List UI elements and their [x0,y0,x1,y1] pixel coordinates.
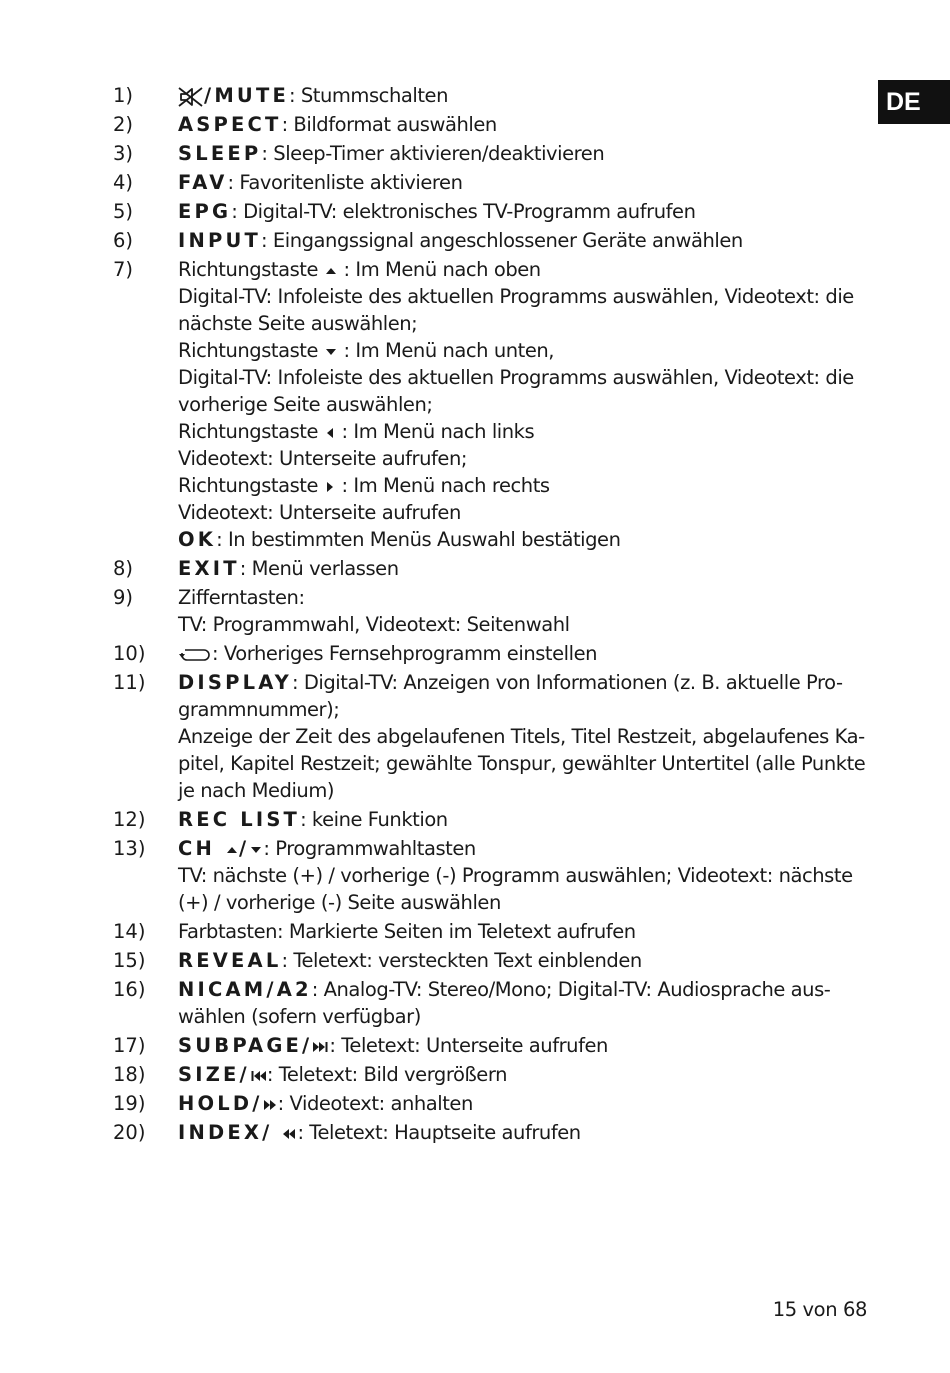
item-number: 3) [113,142,134,165]
list-item [113,198,873,225]
item-description [178,1090,873,1117]
rewind-icon [282,1127,297,1141]
description-text: grammnummer); [178,698,340,721]
item-description [178,169,873,196]
item-description [178,111,873,138]
item-number: 6) [113,229,134,252]
item-number: 19) [113,1092,146,1115]
list-item [113,111,873,138]
description-line [178,889,873,916]
item-number: 11) [113,671,146,694]
key-name: ASPECT [178,113,282,136]
description-line [178,584,873,611]
item-description [178,1032,873,1059]
fast-forward-icon [263,1098,278,1112]
description-text: Videotext: Unterseite aufrufen; [178,447,467,470]
recall-icon [178,647,212,663]
description-text: : Programmwahltasten [263,837,476,860]
triangle-down-icon [249,844,263,856]
key-name: INPUT [178,229,262,252]
description-text: : Digital-TV: elektronisches TV-Programm aufrufen [231,200,696,223]
description-line [178,947,873,974]
key-name: OK [178,528,217,551]
item-description [178,584,873,638]
description-line [178,256,873,283]
list-item [113,669,873,804]
description-line [178,418,873,445]
description-text: TV: nächste (+) / vorherige (-) Programm auswählen; Videotext: nächste [178,864,853,887]
description-text: : Eingangssignal angeschlossener Geräte anwählen [261,229,743,252]
item-description [178,806,873,833]
triangle-left-icon [324,426,336,440]
item-description [178,140,873,167]
item-number: 2) [113,113,134,136]
description-text: Zifferntasten: [178,586,305,609]
description-text: : Digital-TV: Anzeigen von Informationen (z. B. aktuelle Pro- [291,671,843,694]
list-item [113,1061,873,1088]
description-text: vorherige Seite auswählen; [178,393,433,416]
item-number: 10) [113,642,146,665]
item-description [178,198,873,225]
list-item [113,640,873,667]
key-name: FAV [178,171,228,194]
description-text: : Im Menü nach oben [337,258,541,281]
description-text: : In bestimmten Menüs Auswahl bestätigen [216,528,621,551]
key-name: DISPLAY [178,671,292,694]
description-line [178,310,873,337]
description-text: Richtungstaste [178,258,324,281]
item-number: 17) [113,1034,146,1057]
key-name: /MUTE [204,84,289,107]
list-item [113,835,873,916]
item-number: 16) [113,978,146,1001]
item-description [178,640,873,667]
description-text: : Analog-TV: Stereo/Mono; Digital-TV: Audiosprache aus- [311,978,831,1001]
key-name: EXIT [178,557,240,580]
description-line [178,472,873,499]
language-tab: DE [878,80,950,124]
triangle-up-icon [225,844,239,856]
item-number: 12) [113,808,146,831]
page-number: 15 von 68 [772,1298,867,1321]
list-item [113,82,873,109]
key-name: SUBPAGE/ [178,1034,313,1057]
item-description [178,1061,873,1088]
item-number: 9) [113,586,134,609]
description-line [178,391,873,418]
description-text: Richtungstaste [178,339,324,362]
description-text: Richtungstaste [178,474,324,497]
description-line [178,526,873,553]
description-text: nächste Seite auswählen; [178,312,418,335]
item-number: 7) [113,258,134,281]
description-line [178,82,873,109]
description-line [178,1090,873,1117]
item-number: 20) [113,1121,146,1144]
description-line [178,806,873,833]
description-line [178,777,873,804]
description-text: : Bildformat auswählen [281,113,497,136]
key-name: EPG [178,200,232,223]
description-text: : Videotext: anhalten [277,1092,473,1115]
item-description [178,976,873,1030]
item-number: 8) [113,557,134,580]
description-text: Digital-TV: Infoleiste des aktuellen Programms auswählen, Videotext: die [178,366,854,389]
description-line [178,723,873,750]
description-text: : Teletext: versteckten Text einblenden [281,949,642,972]
description-line [178,198,873,225]
skip-next-icon [312,1040,329,1054]
description-line [178,1119,873,1146]
list-item [113,947,873,974]
description-line [178,140,873,167]
remote-control-key-list [113,82,873,1146]
list-item [113,1090,873,1117]
list-item [113,140,873,167]
description-line [178,111,873,138]
description-text: : Sleep-Timer aktivieren/deaktivieren [261,142,605,165]
description-line [178,227,873,254]
description-text: : Vorheriges Fernsehprogramm einstellen [212,642,598,665]
key-name: HOLD/ [178,1092,263,1115]
mute-icon [178,86,204,108]
list-item [113,227,873,254]
description-text: : Teletext: Bild vergrößern [266,1063,507,1086]
skip-previous-icon [250,1069,267,1083]
list-item [113,169,873,196]
key-name: SIZE/ [178,1063,250,1086]
item-number: 18) [113,1063,146,1086]
description-line [178,611,873,638]
description-text: : Teletext: Hauptseite aufrufen [297,1121,581,1144]
list-item [113,1119,873,1146]
key-name: SLEEP [178,142,262,165]
triangle-right-icon [324,480,336,494]
item-number: 13) [113,837,146,860]
item-number: 4) [113,171,134,194]
item-description [178,256,873,553]
item-description [178,555,873,582]
description-line [178,499,873,526]
key-name: REC LIST [178,808,301,831]
key-name: REVEAL [178,949,282,972]
list-item [113,256,873,553]
description-text: TV: Programmwahl, Videotext: Seitenwahl [178,613,570,636]
description-text: : Im Menü nach links [335,420,535,443]
description-text: : Im Menü nach unten, [337,339,555,362]
description-line [178,1061,873,1088]
key-name: NICAM/A2 [178,978,312,1001]
description-line [178,1003,873,1030]
description-line [178,750,873,777]
description-text: pitel, Kapitel Restzeit; gewählte Tonspur, gewählter Untertitel (alle Punkte [178,752,866,775]
triangle-up-icon [324,265,338,277]
list-item [113,1032,873,1059]
description-text: : Teletext: Unterseite aufrufen [329,1034,608,1057]
item-description [178,947,873,974]
list-item [113,976,873,1030]
list-item [113,806,873,833]
description-line [178,640,873,667]
item-description [178,1119,873,1146]
list-item [113,555,873,582]
description-text: Richtungstaste [178,420,324,443]
description-line [178,169,873,196]
item-number: 5) [113,200,134,223]
list-item [113,918,873,945]
item-description [178,918,873,945]
description-text: : Im Menü nach rechts [335,474,550,497]
description-text: je nach Medium) [178,779,335,802]
description-text: Farbtasten: Markierte Seiten im Teletext aufrufen [178,920,636,943]
description-line [178,862,873,889]
description-line [178,918,873,945]
description-text: : Menü verlassen [239,557,399,580]
description-text: : Stummschalten [288,84,448,107]
item-description [178,835,873,916]
description-line [178,696,873,723]
description-line [178,976,873,1003]
item-number: 1) [113,84,134,107]
key-name: CH [178,837,226,860]
item-number: 15) [113,949,146,972]
description-text: wählen (sofern verfügbar) [178,1005,421,1028]
description-text: Videotext: Unterseite aufrufen [178,501,461,524]
description-line [178,283,873,310]
description-line [178,445,873,472]
description-line [178,835,873,862]
item-description [178,227,873,254]
key-name: / [239,837,250,860]
description-line [178,337,873,364]
item-description [178,82,873,109]
description-text: Anzeige der Zeit des abgelaufenen Titels, Titel Restzeit, abgelaufenes Ka- [178,725,865,748]
description-line [178,555,873,582]
description-line [178,669,873,696]
key-name: INDEX/ [178,1121,283,1144]
description-text: : keine Funktion [300,808,448,831]
description-line [178,364,873,391]
description-text: (+) / vorherige (-) Seite auswählen [178,891,501,914]
description-text: : Favoritenliste aktivieren [227,171,463,194]
list-item [113,584,873,638]
description-text: Digital-TV: Infoleiste des aktuellen Programms auswählen, Videotext: die [178,285,854,308]
description-line [178,1032,873,1059]
triangle-down-icon [324,346,338,358]
item-description [178,669,873,804]
item-number: 14) [113,920,146,943]
